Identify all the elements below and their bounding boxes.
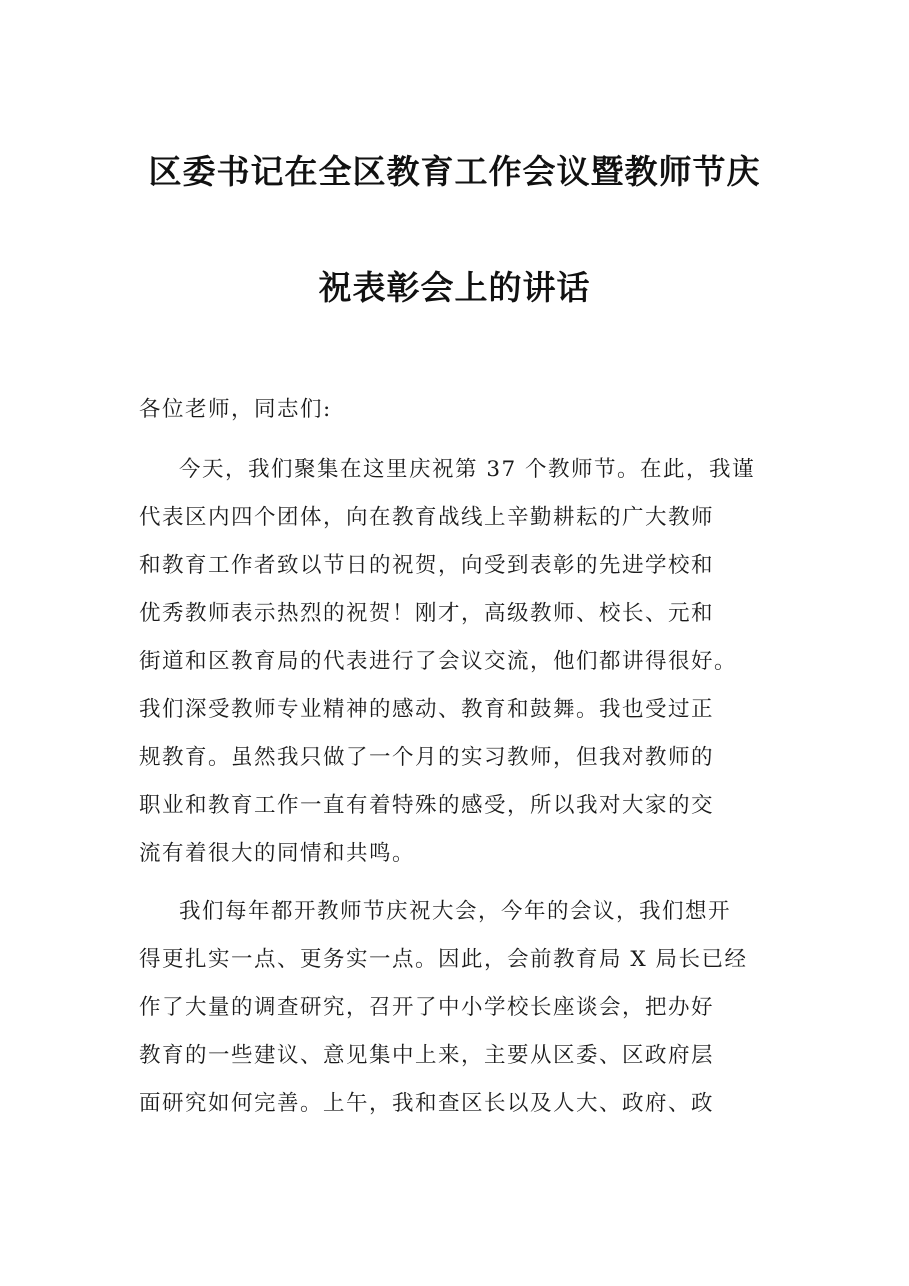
salutation: 各位老师，同志们: <box>139 397 332 422</box>
paragraph-line: 面研究如何完善。上午，我和查区长以及人大、政府、政 <box>139 1091 715 1116</box>
paragraph-line: 代表区内四个团体，向在教育战线上辛勤耕耘的广大教师 <box>139 505 715 530</box>
paragraph-line: 今天，我们聚集在这里庆祝第 37 个教师节。在此，我谨 <box>179 457 756 482</box>
document-title-line-2: 祝表彰会上的讲话 <box>318 268 591 307</box>
paragraph-line: 得更扎实一点、更务实一点。因此，会前教育局 X 局长已经 <box>139 947 748 972</box>
paragraph-line: 优秀教师表示热烈的祝贺！刚才，高级教师、校长、元和 <box>139 601 715 626</box>
paragraph-line: 我们每年都开教师节庆祝大会，今年的会议，我们想开 <box>179 899 732 924</box>
paragraph-line: 流有着很大的同情和共鸣。 <box>139 841 416 866</box>
paragraph-line: 和教育工作者致以节日的祝贺，向受到表彰的先进学校和 <box>139 553 715 578</box>
paragraph-line: 教育的一些建议、意见集中上来，主要从区委、区政府层 <box>139 1043 715 1068</box>
paragraph-line: 规教育。虽然我只做了一个月的实习教师，但我对教师的 <box>139 745 715 770</box>
paragraph-line: 职业和教育工作一直有着特殊的感受，所以我对大家的交 <box>139 793 715 818</box>
paragraph-line: 街道和区教育局的代表进行了会议交流，他们都讲得很好。 <box>139 649 738 674</box>
paragraph-line: 我们深受教师专业精神的感动、教育和鼓舞。我也受过正 <box>139 697 715 722</box>
document-title-line-1: 区委书记在全区教育工作会议暨教师节庆 <box>148 152 761 191</box>
paragraph-line: 作了大量的调查研究，召开了中小学校长座谈会，把办好 <box>139 995 715 1020</box>
